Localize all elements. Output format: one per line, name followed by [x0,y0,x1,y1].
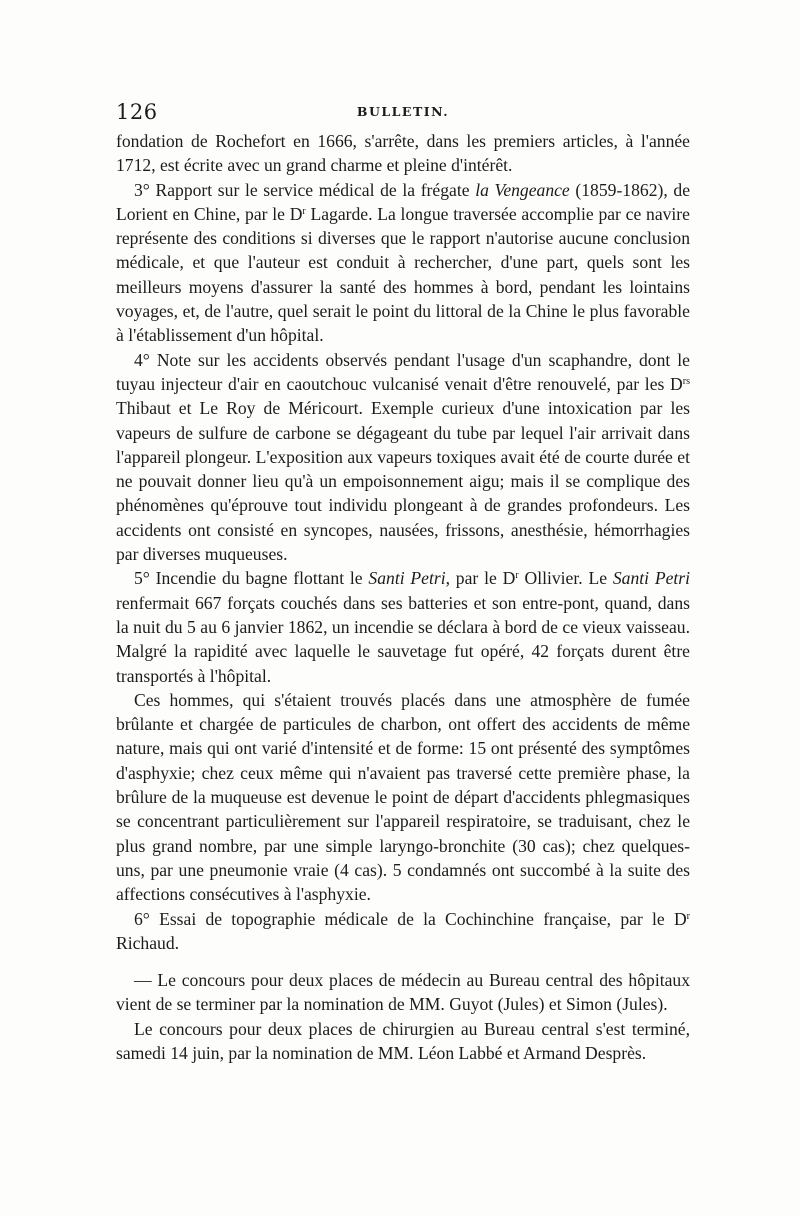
paragraph-vengeance-report [116,178,690,348]
ship-name: Santi Petri [612,568,691,589]
superscript: rs [682,375,690,387]
paragraph-cochinchine-essay [116,907,690,956]
paragraph-fire-victims [116,688,690,907]
paragraph-text: (1859-1862), de Lorient en Chine, par le D [116,179,691,224]
paragraph-text: Thibaut et Le Roy de Méricourt. Exemple curieux d'une intoxication par les vapeurs de sulfure de carbone se dégageant du tube par lequel l'air arrivait dans l'appareil plongeur. L'exposition aux vapeurs toxiques avait été de courte durée et ne pouvait donner lieu qu'à un empoisonnement aigu; mais il se complique des phénomènes qu'éprouve tout individu plongeant à de grandes profondeurs. Les accidents ont consisté en syncopes, nausées, frissons, anesthésie, hémorrhagies par diverses muqueuses. [116,398,690,565]
page-number: 126 [116,100,158,124]
paragraph-santi-petri-fire [116,566,690,687]
paragraph-chirurgien-concours [116,1017,690,1066]
superscript: r [686,910,690,922]
ship-name: la Vengeance [475,179,570,200]
paragraph-text: Richaud. [116,932,180,953]
superscript: r [515,570,519,582]
paragraph-text: 4° Note sur les accidents observés pendant l'usage d'un scaphandre, dont le tuyau injecteur d'air en caoutchouc vulcanisé venait d'être renouvelé, par les D [116,349,690,394]
superscript: r [302,205,306,217]
paragraph-rochefort-history [116,129,690,178]
paragraph-text: Le concours pour deux places de chirurgien au Bureau central s'est terminé, samedi 14 juin, par la nomination de MM. Léon Labbé et Armand Desprès. [116,1018,690,1063]
paragraph-text: 5° Incendie du bagne flottant le [134,568,369,589]
paragraph-scaphandre-note [116,348,690,567]
paragraph-text: 6° Essai de topographie médicale de la Cochinchine française, par le D [134,908,687,929]
paragraph-text: — Le concours pour deux places de médecin au Bureau central des hôpitaux vient de se terminer par la nomination de MM. Guyot (Jules) et Simon (Jules). [116,970,690,1015]
paragraph-text: 3° Rapport sur le service médical de la frégate [134,179,476,200]
ship-name: Santi Petri [368,568,446,589]
paragraph-text: , par le D [445,568,516,589]
running-head: BULLETIN. [356,104,450,119]
page-header [116,100,690,126]
body-text [116,129,690,1065]
paragraph-text: renfermait 667 forçats couchés dans ses batteries et son entre-pont, quand, dans la nuit du 5 au 6 janvier 1862, un incendie se déclara à bord de ce vieux vaisseau. Malgré la rapidité avec laquelle le sauvetage fut opéré, 42 forçats durent être transportés à l'hôpital. [116,592,690,686]
paragraph-text: Ces hommes, qui s'étaient trouvés placés dans une atmosphère de fumée brûlante et chargée de particules de charbon, ont offert des accidents de même nature, mais qui ont varié d'intensité et de forme: 15 ont présenté des symptômes d'asphyxie; chez ceux même qui n'avaient pas traversé cette première phase, la brûlure de la muqueuse est devenue le point de départ d'accidents phlegmasiques se concentrant particulièrement sur l'appareil respiratoire, se traduisant, chez le plus grand nombre, par une simple laryngo-bronchite (30 cas); chez quelques-uns, par une pneumonie vraie (4 cas). 5 condamnés ont succombé à la suite des affections consécutives à l'asphyxie. [116,689,690,905]
paragraph-text: Ollivier. Le [518,568,613,589]
paragraph-text: Lagarde. La longue traversée accomplie par ce navire représente des conditions si diverses que le rapport n'autorise aucune conclusion médicale, et que l'auteur est conduit à rechercher, d'une part, quels sont les meilleurs moyens d'assurer la santé des hommes à bord, pendant les lointains voyages, et, de l'autre, quel serait le point du littoral de la Chine le plus favorable à l'établissement d'un hôpital. [116,203,690,346]
paragraph-text: fondation de Rochefort en 1666, s'arrête, dans les premiers articles, à l'année 1712, est écrite avec un grand charme et pleine d'intérêt. [116,131,690,176]
paragraph-medecin-concours [116,968,690,1017]
